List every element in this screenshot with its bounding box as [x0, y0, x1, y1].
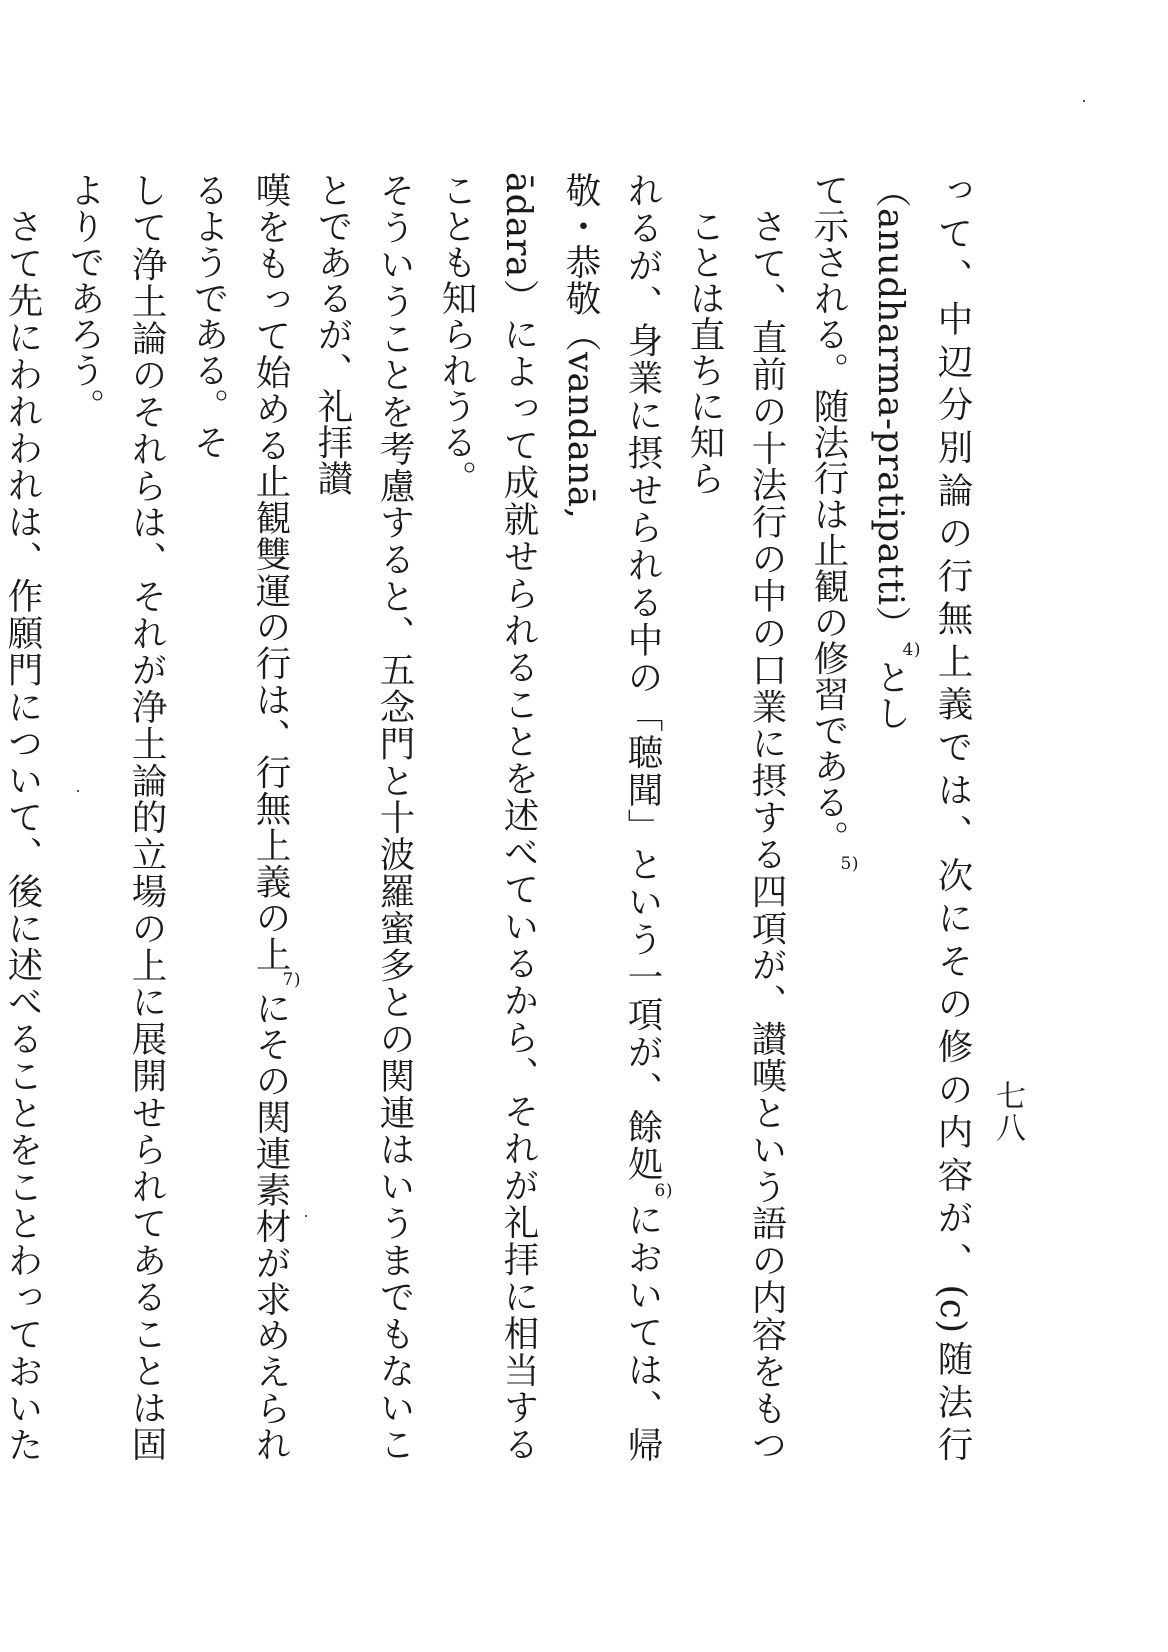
line-text: れるが、身業に摂せられる中の「聴聞」という一項が、餘処	[622, 172, 663, 1183]
text-line-5	[425, 172, 549, 1462]
line-text: て示される。随法行は止観の修習である。	[808, 172, 849, 856]
text-line-7	[177, 172, 301, 1462]
line-text-after: とし	[870, 658, 911, 731]
line-text: 嘆をもって始める止観雙運の行は、行無上義の上	[250, 172, 291, 973]
text-line-1	[859, 172, 983, 1462]
line-text-after: においては、帰敬・恭敬（vandanā,	[560, 172, 663, 1463]
footnote-marker: 7)	[282, 970, 301, 991]
text-line-2	[797, 172, 859, 1462]
line-text: ādara）によって成就せられることを述べているから、それが礼拝に相当することも知られうる。	[436, 172, 539, 1462]
text-line-6	[301, 172, 425, 1462]
line-text-after: にその関連素材が求めえられるようである。そ	[188, 172, 291, 1463]
line-text: そういうことを考慮すると、五念門と十波羅蜜多との関連はいうまでもないことであるが、礼拝讃	[312, 172, 415, 1462]
scan-speck	[77, 790, 79, 792]
text-line-8	[53, 172, 177, 1462]
line-text: さて先にわれわれは、作願門について、後に述べることをことわっておいた	[2, 207, 43, 1462]
line-text: さて、直前の十法行の中の口業に摂する四項が、讃嘆という語の内容をもつことは直ちに知ら	[684, 207, 787, 1463]
footnote-marker: 6)	[654, 1180, 673, 1201]
text-line-4	[549, 172, 673, 1462]
footnote-marker: 4)	[902, 639, 921, 660]
body-text	[2, 172, 983, 1463]
footnote-marker: 5)	[840, 854, 859, 874]
line-text: して浄土論のそれらは、それが浄土論的立場の上に展開せられてあることは固よりであろう。	[64, 172, 167, 1462]
page-number: 七八	[990, 1080, 1025, 1144]
scan-speck	[305, 1215, 307, 1217]
text-line-9	[0, 172, 53, 1462]
scan-speck	[1083, 100, 1085, 102]
text-line-3	[673, 172, 797, 1462]
line-text: って、中辺分別論の行無上義では、次にその修の内容が、(c)随法行（anudharma-pratipatti）	[870, 172, 973, 1462]
